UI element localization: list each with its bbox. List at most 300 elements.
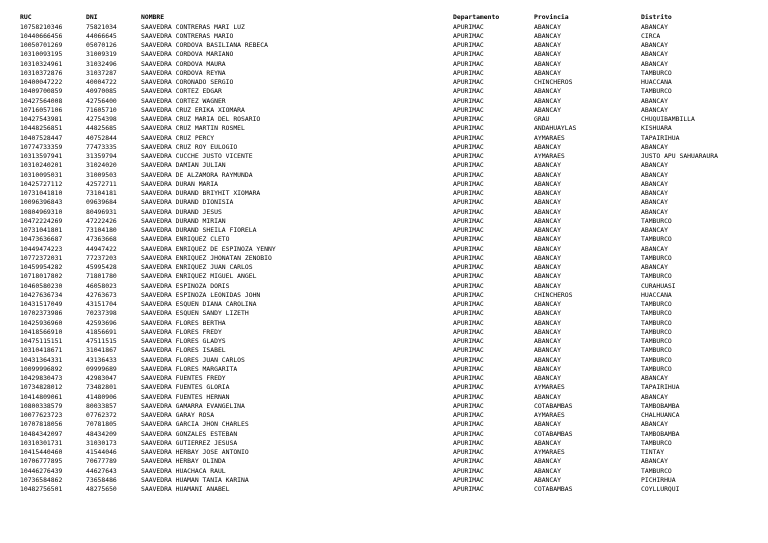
nombre-cell: SAAVEDRA DURAND DIONISIA [141, 198, 234, 207]
departamento-cell: APURIMAC [453, 41, 484, 50]
provincia-cell: COTABAMBAS [534, 401, 573, 410]
nombre-cell: SAAVEDRA DURAN MARIA [141, 179, 218, 188]
dni-cell: 80496931 [86, 207, 117, 216]
table-row [20, 439, 740, 448]
dni-cell: 46058023 [86, 281, 117, 290]
nombre-cell: SAAVEDRA ESQUEN SANDY LIZETH [141, 309, 249, 318]
dni-cell: 73658486 [86, 475, 117, 484]
provincia-cell: ABANCAY [534, 87, 561, 96]
dni-cell: 70781805 [86, 420, 117, 429]
departamento-cell: APURIMAC [453, 475, 484, 484]
provincia-cell: ABANCAY [534, 41, 561, 50]
departamento-cell: APURIMAC [453, 346, 484, 355]
nombre-cell: SAAVEDRA DURAND SHEILA FIORELA [141, 226, 257, 235]
table-row [20, 69, 740, 78]
table-row [20, 282, 740, 291]
distrito-cell: ABANCAY [641, 457, 668, 466]
provincia-cell: ABANCAY [534, 189, 561, 198]
ruc-cell: 10734828012 [20, 383, 63, 392]
nombre-cell: SAAVEDRA ENRIQUEZ DE ESPINOZA YENNY [141, 244, 276, 253]
table-row [20, 457, 740, 466]
departamento-cell: APURIMAC [453, 401, 484, 410]
departamento-cell: APURIMAC [453, 364, 484, 373]
ruc-cell: 10448256851 [20, 124, 63, 133]
provincia-cell: AYMARAES [534, 448, 565, 457]
nombre-cell: SAAVEDRA FLORES ISABEL [141, 346, 226, 355]
departamento-cell: APURIMAC [453, 457, 484, 466]
departamento-cell: APURIMAC [453, 448, 484, 457]
departamento-cell: APURIMAC [453, 207, 484, 216]
table-row [20, 198, 740, 207]
nombre-cell: SAAVEDRA HERBAY JOSE ANTONIO [141, 448, 249, 457]
departamento-cell: APURIMAC [453, 78, 484, 87]
departamento-cell: APURIMAC [453, 124, 484, 133]
provincia-cell: GRAU [534, 115, 550, 124]
table-row [20, 291, 740, 300]
table-row [20, 143, 740, 152]
departamento-cell: APURIMAC [453, 290, 484, 299]
dni-cell: 07762372 [86, 411, 117, 420]
ruc-cell: 10050701269 [20, 41, 63, 50]
departamento-cell: APURIMAC [453, 272, 484, 281]
ruc-cell: 10484342097 [20, 429, 63, 438]
ruc-cell: 10774733359 [20, 142, 63, 151]
departamento-cell: APURIMAC [453, 31, 484, 40]
table-row [20, 383, 740, 392]
departamento-cell: APURIMAC [453, 179, 484, 188]
departamento-cell: APURIMAC [453, 374, 484, 383]
nombre-cell: SAAVEDRA CORDOVA MARIANO [141, 50, 234, 59]
nombre-cell: SAAVEDRA GARAY ROSA [141, 411, 215, 420]
distrito-cell: TAMBURCO [641, 216, 672, 225]
distrito-cell: ABANCAY [641, 244, 668, 253]
nombre-cell: SAAVEDRA FLORES BERTHA [141, 318, 226, 327]
departamento-cell: APURIMAC [453, 22, 484, 31]
ruc-cell: 10440666456 [20, 31, 63, 40]
distrito-cell: TAMBURCO [641, 364, 672, 373]
table-row [20, 41, 740, 50]
ruc-cell: 10414809061 [20, 392, 63, 401]
table-row [20, 226, 740, 235]
provincia-cell: COTABAMBAS [534, 485, 573, 494]
distrito-cell: TAPAIRIHUA [641, 383, 680, 392]
dni-cell: 44825685 [86, 124, 117, 133]
provincia-cell: ABANCAY [534, 226, 561, 235]
table-row [20, 97, 740, 106]
departamento-cell: APURIMAC [453, 300, 484, 309]
dni-cell: 31009319 [86, 50, 117, 59]
nombre-cell: SAAVEDRA CONTRERAS MARI LUZ [141, 22, 245, 31]
distrito-cell: TAMBURCO [641, 346, 672, 355]
departamento-cell: APURIMAC [453, 87, 484, 96]
provincia-cell: ABANCAY [534, 263, 561, 272]
provincia-cell: ABANCAY [534, 309, 561, 318]
nombre-cell: SAAVEDRA ENRIQUEZ JHONATAN ZENOBIO [141, 253, 272, 262]
provincia-cell: ABANCAY [534, 235, 561, 244]
provincia-cell: ABANCAY [534, 327, 561, 336]
provincia-cell: ABANCAY [534, 59, 561, 68]
departamento-cell: APURIMAC [453, 50, 484, 59]
ruc-cell: 10415440460 [20, 448, 63, 457]
nombre-cell: SAAVEDRA GARCIA JHON CHARLES [141, 420, 249, 429]
nombre-cell: SAAVEDRA CRUZ PERCY [141, 133, 215, 142]
table-row [20, 346, 740, 355]
distrito-cell: ABANCAY [641, 226, 668, 235]
dni-cell: 05070126 [86, 41, 117, 50]
table-row [20, 23, 740, 32]
table-row [20, 467, 740, 476]
ruc-cell: 10310324961 [20, 59, 63, 68]
distrito-cell: ABANCAY [641, 142, 668, 151]
distrito-cell: TAMBURCO [641, 309, 672, 318]
provincia-cell: ABANCAY [534, 31, 561, 40]
nombre-cell: SAAVEDRA ESPINOZA DORIS [141, 281, 230, 290]
table-row [20, 448, 740, 457]
nombre-cell: SAAVEDRA DURAND MIRIAN [141, 216, 226, 225]
dni-cell: 40752844 [86, 133, 117, 142]
dni-cell: 09639684 [86, 198, 117, 207]
table-row [20, 50, 740, 59]
departamento-cell: APURIMAC [453, 59, 484, 68]
table-row [20, 476, 740, 485]
dni-cell: 31024020 [86, 161, 117, 170]
table-row [20, 134, 740, 143]
table-row [20, 374, 740, 383]
distrito-cell: ABANCAY [641, 41, 668, 50]
distrito-cell: ABANCAY [641, 170, 668, 179]
dni-cell: 42763673 [86, 290, 117, 299]
nombre-cell: SAAVEDRA CORTEZ WAGNER [141, 96, 226, 105]
ruc-cell: 10772372031 [20, 253, 63, 262]
dni-cell: 77473335 [86, 142, 117, 151]
provincia-cell: AYMARAES [534, 383, 565, 392]
dni-cell: 47222426 [86, 216, 117, 225]
nombre-cell: SAAVEDRA DURAND BRIYHIT XIOMARA [141, 189, 261, 198]
table-row [20, 272, 740, 281]
dni-cell: 31009503 [86, 170, 117, 179]
nombre-cell: SAAVEDRA HERBAY OLINDA [141, 457, 226, 466]
dni-cell: 43136433 [86, 355, 117, 364]
ruc-cell: 10431517049 [20, 300, 63, 309]
distrito-cell: ABANCAY [641, 420, 668, 429]
provincia-cell: ABANCAY [534, 457, 561, 466]
provincia-cell: COTABAMBAS [534, 429, 573, 438]
ruc-cell: 10446276439 [20, 466, 63, 475]
nombre-cell: SAAVEDRA GONZALES ESTEBAN [141, 429, 238, 438]
provincia-cell: ABANCAY [534, 466, 561, 475]
dni-cell: 75821034 [86, 22, 117, 31]
distrito-cell: ABANCAY [641, 22, 668, 31]
departamento-cell: APURIMAC [453, 152, 484, 161]
provincia-cell: ABANCAY [534, 374, 561, 383]
column-header-provincia: Provincia [534, 13, 569, 21]
distrito-cell: ABANCAY [641, 161, 668, 170]
dni-cell: 31359794 [86, 152, 117, 161]
provincia-cell: ABANCAY [534, 364, 561, 373]
nombre-cell: SAAVEDRA CONTRERAS MARIO [141, 31, 234, 40]
ruc-cell: 10475115151 [20, 337, 63, 346]
departamento-cell: APURIMAC [453, 115, 484, 124]
table-row [20, 152, 740, 161]
provincia-cell: ABANCAY [534, 142, 561, 151]
table-row [20, 254, 740, 263]
dni-cell: 42756400 [86, 96, 117, 105]
dni-cell: 70677789 [86, 457, 117, 466]
dni-cell: 31041867 [86, 346, 117, 355]
nombre-cell: SAAVEDRA CUCCHE JUSTO VICENTE [141, 152, 253, 161]
nombre-cell: SAAVEDRA FUENTES FREDY [141, 374, 226, 383]
ruc-cell: 10482756501 [20, 485, 63, 494]
dni-cell: 73104180 [86, 226, 117, 235]
nombre-cell: SAAVEDRA CORDOVA MAURA [141, 59, 226, 68]
nombre-cell: SAAVEDRA HUAMANI ANABEL [141, 485, 230, 494]
dni-cell: 45995428 [86, 263, 117, 272]
table-row [20, 356, 740, 365]
dni-cell: 41544046 [86, 448, 117, 457]
ruc-cell: 10449474223 [20, 244, 63, 253]
provincia-cell: ABANCAY [534, 337, 561, 346]
departamento-cell: APURIMAC [453, 411, 484, 420]
table-row [20, 161, 740, 170]
provincia-cell: ABANCAY [534, 96, 561, 105]
departamento-cell: APURIMAC [453, 327, 484, 336]
table-row [20, 87, 740, 96]
distrito-cell: TAMBURCO [641, 300, 672, 309]
ruc-cell: 10427564008 [20, 96, 63, 105]
ruc-cell: 10731041810 [20, 189, 63, 198]
ruc-cell: 10702373986 [20, 309, 63, 318]
table-row [20, 393, 740, 402]
provincia-cell: ABANCAY [534, 346, 561, 355]
dni-cell: 73482801 [86, 383, 117, 392]
distrito-cell: TAMBURCO [641, 327, 672, 336]
dni-cell: 47511515 [86, 337, 117, 346]
table-row [20, 60, 740, 69]
dni-cell: 48275650 [86, 485, 117, 494]
ruc-cell: 10800338579 [20, 401, 63, 410]
nombre-cell: SAAVEDRA FLORES JUAN CARLOS [141, 355, 245, 364]
departamento-cell: APURIMAC [453, 466, 484, 475]
distrito-cell: ABANCAY [641, 392, 668, 401]
nombre-cell: SAAVEDRA CRUZ ERIKA XIOMARA [141, 105, 245, 114]
dni-cell: 77237203 [86, 253, 117, 262]
dni-cell: 44627643 [86, 466, 117, 475]
provincia-cell: ABANCAY [534, 68, 561, 77]
dni-cell: 40970085 [86, 87, 117, 96]
dni-cell: 71801780 [86, 272, 117, 281]
provincia-cell: ABANCAY [534, 300, 561, 309]
dni-cell: 43151704 [86, 300, 117, 309]
distrito-cell: TAMBURCO [641, 87, 672, 96]
departamento-cell: APURIMAC [453, 263, 484, 272]
ruc-cell: 10310093195 [20, 50, 63, 59]
table-row [20, 180, 740, 189]
provincia-cell: AYMARAES [534, 411, 565, 420]
distrito-cell: HUACCANA [641, 78, 672, 87]
provincia-cell: ABANCAY [534, 244, 561, 253]
departamento-cell: APURIMAC [453, 355, 484, 364]
distrito-cell: KISHUARA [641, 124, 672, 133]
ruc-cell: 10736584862 [20, 475, 63, 484]
table-row [20, 337, 740, 346]
table-row [20, 420, 740, 429]
table-body [20, 23, 740, 495]
departamento-cell: APURIMAC [453, 438, 484, 447]
nombre-cell: SAAVEDRA FUENTES HERNAN [141, 392, 230, 401]
provincia-cell: CHINCHEROS [534, 290, 573, 299]
nombre-cell: SAAVEDRA GUTIERREZ JESUSA [141, 438, 238, 447]
nombre-cell: SAAVEDRA FUENTES GLORIA [141, 383, 230, 392]
ruc-cell: 10427543981 [20, 115, 63, 124]
distrito-cell: TAMBOBAMBA [641, 429, 680, 438]
nombre-cell: SAAVEDRA CORTEZ EDGAR [141, 87, 222, 96]
distrito-cell: TAMBURCO [641, 235, 672, 244]
provincia-cell: ABANCAY [534, 50, 561, 59]
nombre-cell: SAAVEDRA CRUZ MARTIN ROSMEL [141, 124, 245, 133]
nombre-cell: SAAVEDRA ENRIQUEZ CLETO [141, 235, 230, 244]
ruc-cell: 10310372876 [20, 68, 63, 77]
distrito-cell: ABANCAY [641, 96, 668, 105]
nombre-cell: SAAVEDRA CORDOVA REYNA [141, 68, 226, 77]
departamento-cell: APURIMAC [453, 105, 484, 114]
departamento-cell: APURIMAC [453, 337, 484, 346]
ruc-cell: 10706777895 [20, 457, 63, 466]
distrito-cell: TAMBOBAMBA [641, 401, 680, 410]
dni-cell: 09999689 [86, 364, 117, 373]
table-row [20, 115, 740, 124]
distrito-cell: PICHIRHUA [641, 475, 676, 484]
provincia-cell: ABANCAY [534, 105, 561, 114]
table-row [20, 171, 740, 180]
provincia-cell: ABANCAY [534, 207, 561, 216]
ruc-cell: 10099996892 [20, 364, 63, 373]
dni-cell: 31032496 [86, 59, 117, 68]
departamento-cell: APURIMAC [453, 226, 484, 235]
table-row [20, 402, 740, 411]
provincia-cell: ABANCAY [534, 179, 561, 188]
departamento-cell: APURIMAC [453, 309, 484, 318]
nombre-cell: SAAVEDRA HUAMAN TANIA KARINA [141, 475, 249, 484]
departamento-cell: APURIMAC [453, 189, 484, 198]
departamento-cell: APURIMAC [453, 420, 484, 429]
table-row [20, 208, 740, 217]
ruc-cell: 10409700859 [20, 87, 63, 96]
nombre-cell: SAAVEDRA ESPINOZA LEONIDAS JOHN [141, 290, 261, 299]
ruc-cell: 10425727112 [20, 179, 63, 188]
departamento-cell: APURIMAC [453, 485, 484, 494]
departamento-cell: APURIMAC [453, 161, 484, 170]
provincia-cell: ABANCAY [534, 355, 561, 364]
departamento-cell: APURIMAC [453, 96, 484, 105]
column-header-ruc: RUC [20, 13, 32, 21]
column-header-departamento: Departamento [453, 13, 500, 21]
ruc-cell: 10427636734 [20, 290, 63, 299]
departamento-cell: APURIMAC [453, 281, 484, 290]
departamento-cell: APURIMAC [453, 244, 484, 253]
table-row [20, 78, 740, 87]
distrito-cell: CHUQUIBAMBILLA [641, 115, 695, 124]
distrito-cell: TAMBURCO [641, 68, 672, 77]
departamento-cell: APURIMAC [453, 392, 484, 401]
distrito-cell: ABANCAY [641, 179, 668, 188]
distrito-cell: JUSTO APU SAHUARAURA [641, 152, 718, 161]
ruc-cell: 10758210346 [20, 22, 63, 31]
provincia-cell: ABANCAY [534, 161, 561, 170]
dni-cell: 71605710 [86, 105, 117, 114]
table-row [20, 411, 740, 420]
distrito-cell: ABANCAY [641, 189, 668, 198]
departamento-cell: APURIMAC [453, 170, 484, 179]
ruc-cell: 10473636687 [20, 235, 63, 244]
table-row [20, 32, 740, 41]
dni-cell: 73104181 [86, 189, 117, 198]
distrito-cell: ABANCAY [641, 374, 668, 383]
ruc-cell: 10716057106 [20, 105, 63, 114]
provincia-cell: CHINCHEROS [534, 78, 573, 87]
nombre-cell: SAAVEDRA FLORES MARGARITA [141, 364, 238, 373]
provincia-cell: ABANCAY [534, 22, 561, 31]
dni-cell: 42983047 [86, 374, 117, 383]
nombre-cell: SAAVEDRA DAMIAN JULIAN [141, 161, 226, 170]
nombre-cell: SAAVEDRA FLORES FREDY [141, 327, 222, 336]
ruc-cell: 10310095031 [20, 170, 63, 179]
distrito-cell: ABANCAY [641, 263, 668, 272]
table-row [20, 217, 740, 226]
distrito-cell: TAMBURCO [641, 438, 672, 447]
departamento-cell: APURIMAC [453, 216, 484, 225]
column-header-nombre: NOMBRE [141, 13, 165, 21]
provincia-cell: ABANCAY [534, 216, 561, 225]
nombre-cell: SAAVEDRA CRUZ MARIA DEL ROSARIO [141, 115, 261, 124]
distrito-cell: ABANCAY [641, 59, 668, 68]
nombre-cell: SAAVEDRA DE ALZAMORA RAYMUNDA [141, 170, 253, 179]
departamento-cell: APURIMAC [453, 429, 484, 438]
dni-cell: 31037287 [86, 68, 117, 77]
distrito-cell: TAMBURCO [641, 272, 672, 281]
dni-cell: 31030173 [86, 438, 117, 447]
table-row [20, 106, 740, 115]
ruc-cell: 10460580230 [20, 281, 63, 290]
ruc-cell: 10400047222 [20, 78, 63, 87]
distrito-cell: CHALHUANCA [641, 411, 680, 420]
distrito-cell: TAMBURCO [641, 355, 672, 364]
provincia-cell: ABANCAY [534, 253, 561, 262]
ruc-cell: 10472224269 [20, 216, 63, 225]
ruc-cell: 10425936960 [20, 318, 63, 327]
distrito-cell: TAMBURCO [641, 318, 672, 327]
provincia-cell: ABANCAY [534, 170, 561, 179]
dni-cell: 47363668 [86, 235, 117, 244]
ruc-cell: 10804969310 [20, 207, 63, 216]
distrito-cell: TINTAY [641, 448, 665, 457]
dni-cell: 80033857 [86, 401, 117, 410]
nombre-cell: SAAVEDRA GAMARRA EVANGELINA [141, 401, 245, 410]
distrito-cell: TAMBURCO [641, 337, 672, 346]
provincia-cell: AYMARAES [534, 152, 565, 161]
distrito-cell: ABANCAY [641, 198, 668, 207]
table-row [20, 365, 740, 374]
departamento-cell: APURIMAC [453, 253, 484, 262]
provincia-cell: ABANCAY [534, 198, 561, 207]
ruc-cell: 10731041801 [20, 226, 63, 235]
table-row [20, 300, 740, 309]
ruc-cell: 10429830473 [20, 374, 63, 383]
table-header-row [20, 13, 740, 23]
table-row [20, 485, 740, 494]
provincia-cell: ABANCAY [534, 318, 561, 327]
dni-cell: 44947422 [86, 244, 117, 253]
nombre-cell: SAAVEDRA FLORES GLADYS [141, 337, 226, 346]
